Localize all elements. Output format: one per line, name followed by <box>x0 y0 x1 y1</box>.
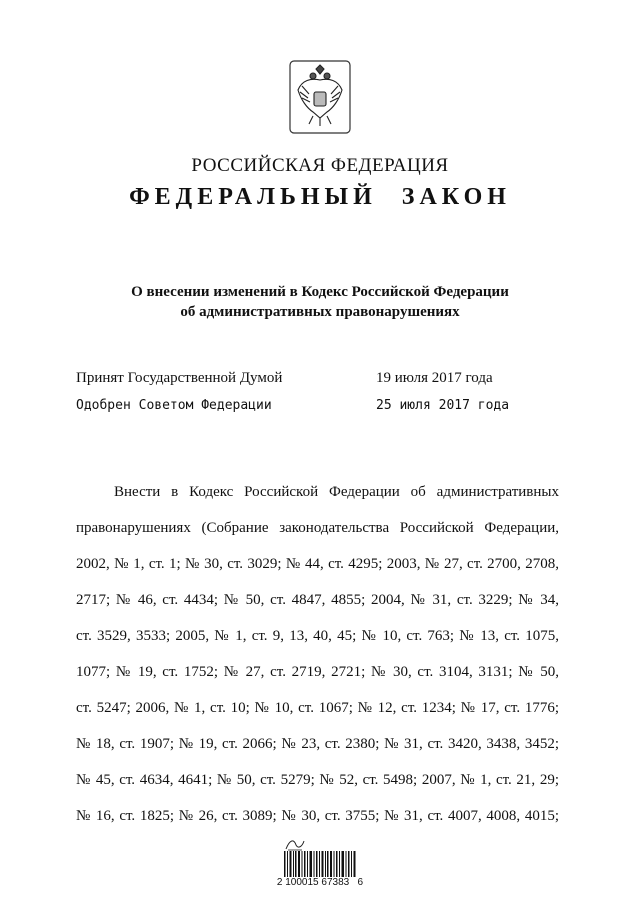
barcode-number: 2 100015 67383 6 <box>276 877 364 888</box>
body-line: ст. 5247; 2006, № 1, ст. 10; № 10, ст. 1067; № 12, ст. 1234; № 17, ст. 1776; <box>76 700 559 716</box>
subject-line-2: об административных правонарушениях <box>180 304 460 320</box>
barcode-bars-icon <box>284 851 356 877</box>
body-line: № 16, ст. 1825; № 26, ст. 3089; № 30, ст. 3755; № 31, ст. 4007, 4008, 4015; <box>76 808 559 824</box>
body-line: ст. 3529, 3533; 2005, № 1, ст. 9, 13, 40, 45; № 10, ст. 763; № 13, ст. 1075, <box>76 628 559 644</box>
body-line: правонарушениях (Собрание законодательства Российской Федерации, <box>76 520 559 536</box>
coat-of-arms-icon <box>289 60 351 134</box>
body-line: 2002, № 1, ст. 1; № 30, ст. 3029; № 44, ст. 4295; 2003, № 27, ст. 2700, 2708, <box>76 556 559 572</box>
country-title: РОССИЙСКАЯ ФЕДЕРАЦИЯ <box>191 155 449 176</box>
body-line: 2717; № 46, ст. 4434; № 50, ст. 4847, 4855; 2004, № 31, ст. 3229; № 34, <box>76 592 559 608</box>
duma-adoption-label: Принят Государственной Думой <box>76 370 283 386</box>
law-body-text <box>76 474 559 834</box>
body-line: № 18, ст. 1907; № 19, ст. 2066; № 23, ст. 2380; № 31, ст. 3420, 3438, 3452; <box>76 736 559 752</box>
law-subject <box>0 282 640 322</box>
document-type-title: ФЕДЕРАЛЬНЫЙ ЗАКОН <box>129 184 511 210</box>
council-approval-label: Одобрен Советом Федерации <box>76 398 272 413</box>
body-line: 1077; № 19, ст. 1752; № 27, ст. 2719, 2721; № 30, ст. 3104, 3131; № 50, <box>76 664 559 680</box>
body-line: Внести в Кодекс Российской Федерации об административных <box>114 484 559 500</box>
body-line: № 45, ст. 4634, 4641; № 50, ст. 5279; № 52, ст. 5498; 2007, № 1, ст. 21, 29; <box>76 772 559 788</box>
barcode <box>270 837 370 897</box>
council-approval-date: 25 июля 2017 года <box>376 398 510 413</box>
subject-line-1: О внесении изменений в Кодекс Российской Федерации <box>131 284 509 300</box>
duma-adoption-date: 19 июля 2017 года <box>376 370 493 386</box>
barcode-mark-icon <box>284 837 306 851</box>
